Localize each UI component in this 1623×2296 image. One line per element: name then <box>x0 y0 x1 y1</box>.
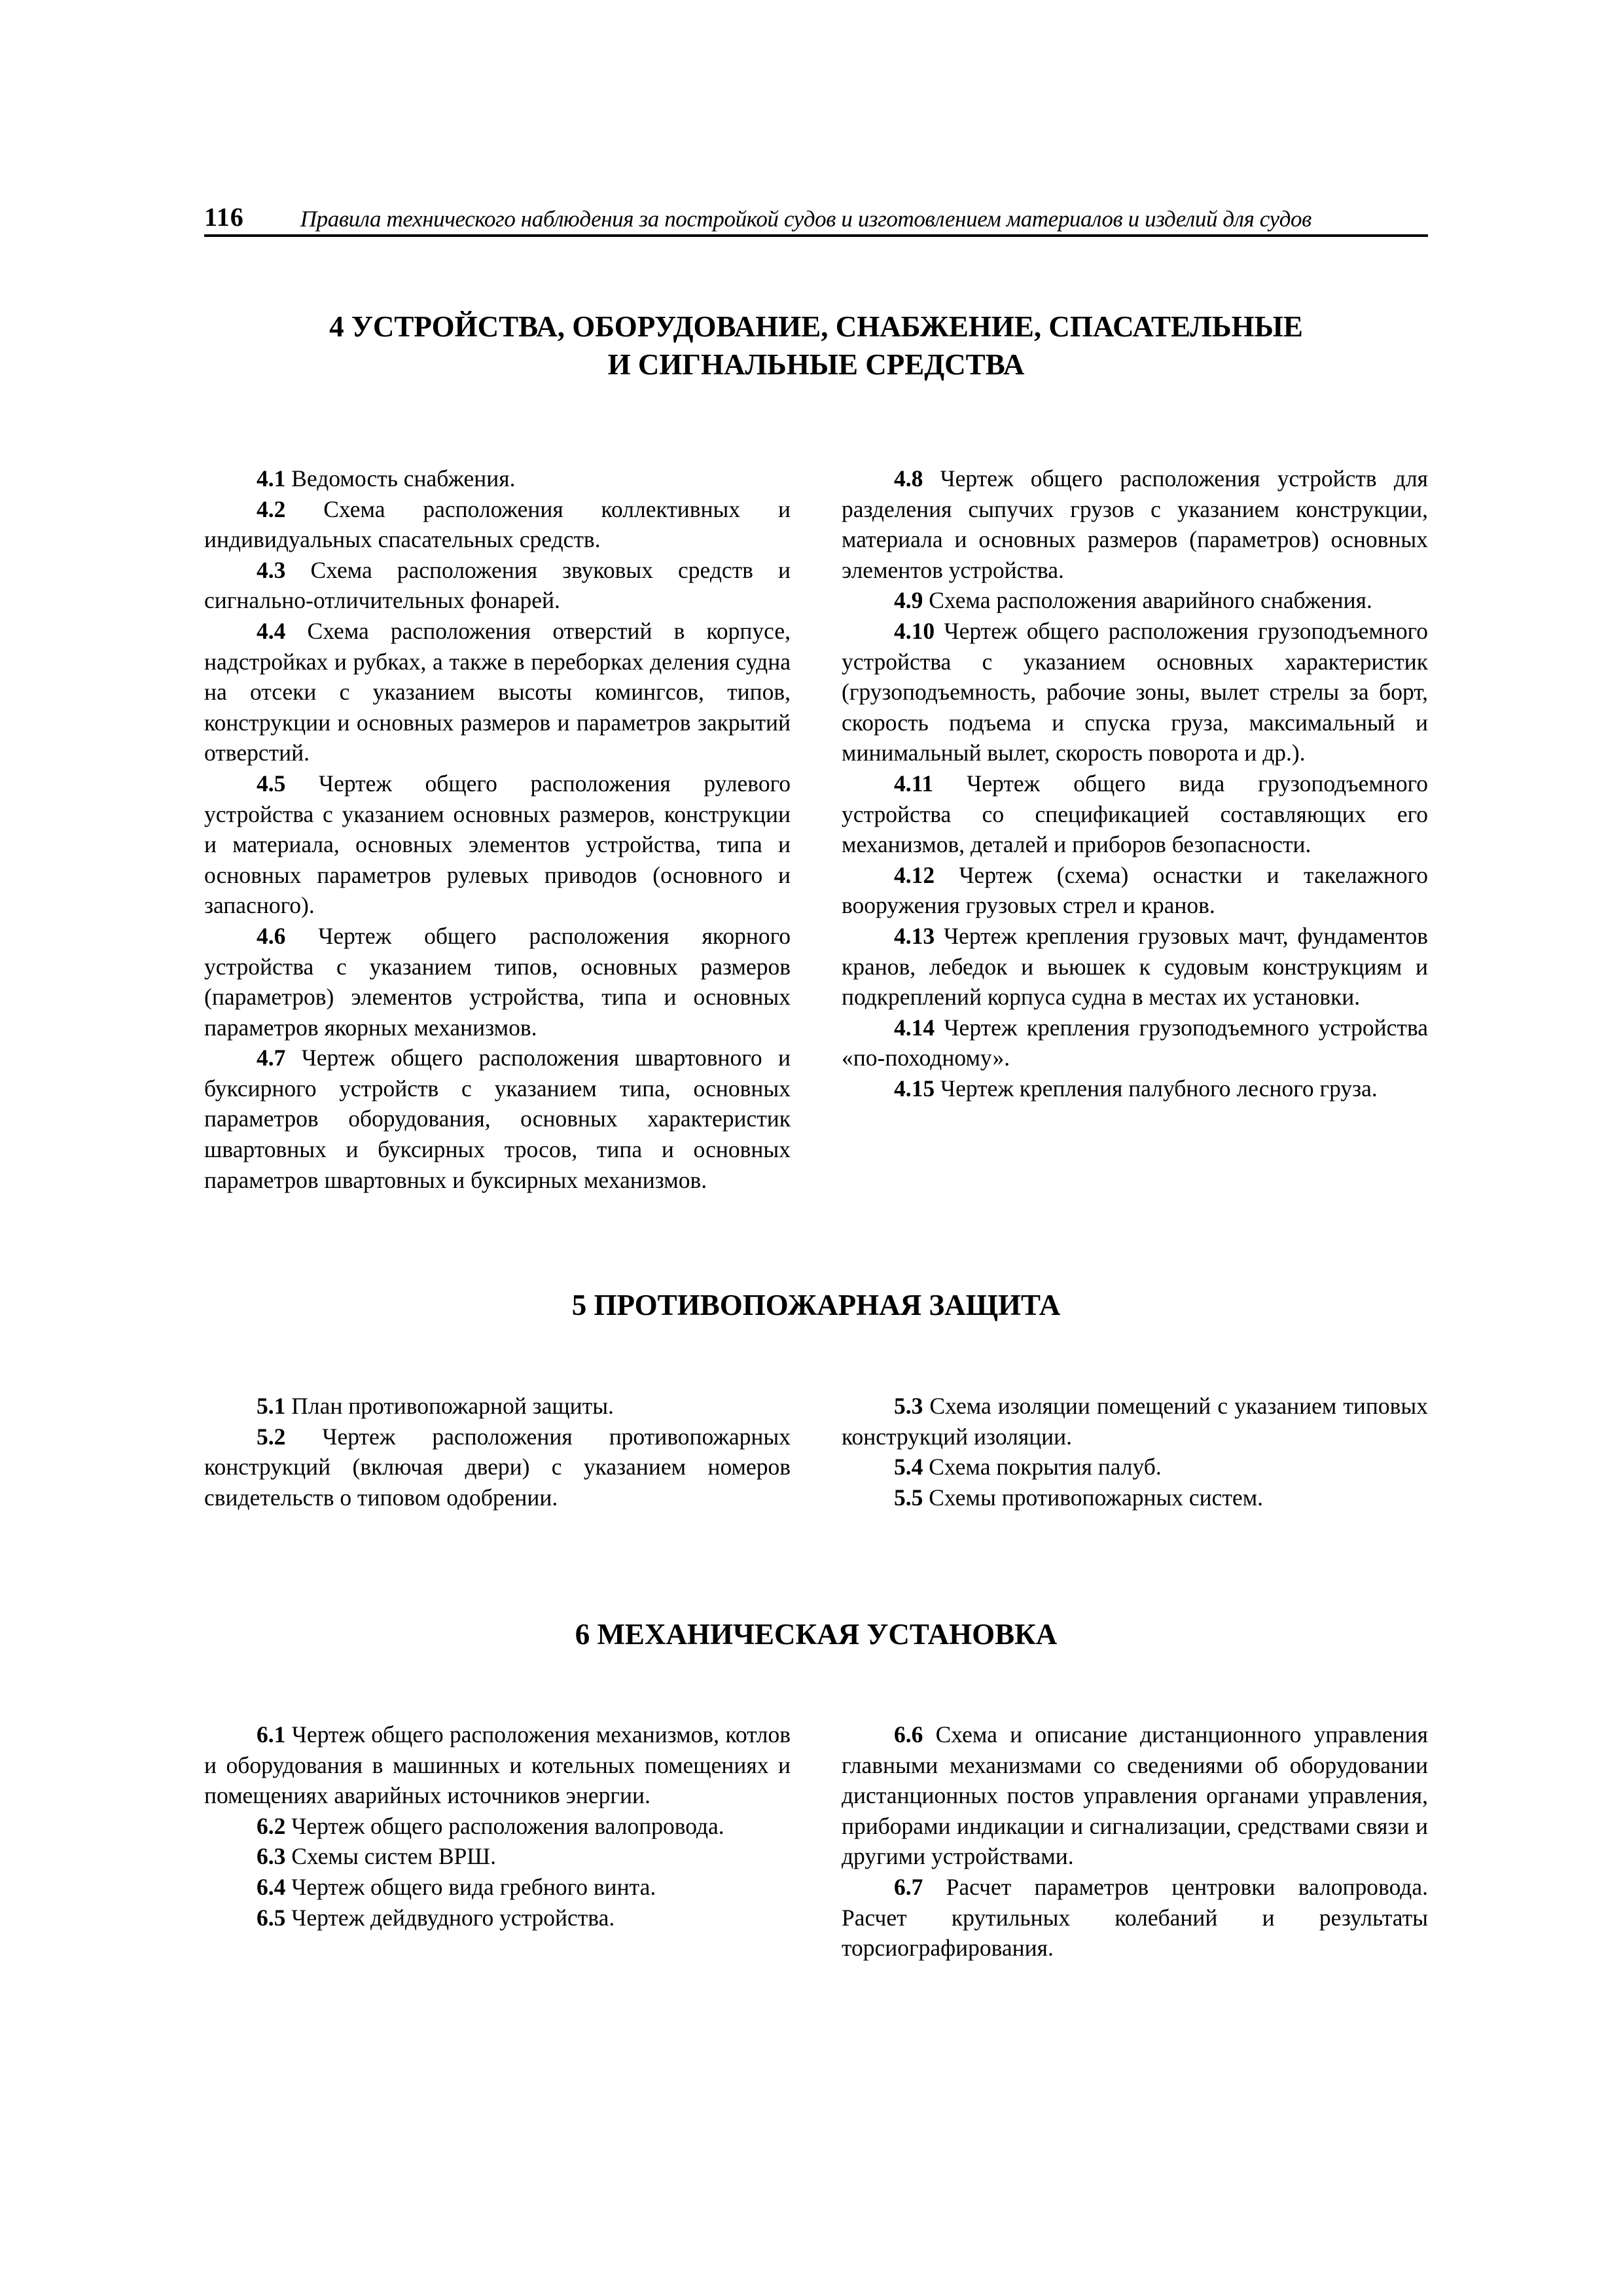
item-text: Чертеж крепления палубного лесного груза. <box>940 1075 1378 1102</box>
list-item <box>204 1841 791 1872</box>
item-number: 5.2 <box>257 1423 286 1450</box>
item-number: 6.1 <box>257 1721 286 1748</box>
item-number: 4.11 <box>894 770 934 797</box>
item-number: 4.6 <box>257 922 286 949</box>
item-text: Чертеж общего расположения швартовного и буксирного устройств с указанием типа, основных параметров оборудования, основных характеристик швартовных и буксирных тросов, типа и основных параметров швартовных и буксирных механизмов. <box>204 1045 791 1193</box>
item-text: Схемы систем ВРШ. <box>291 1843 496 1870</box>
item-text: Чертеж общего вида грузоподъемного устройства со спецификацией составляющих его механизмов, деталей и приборов безопасности. <box>842 770 1428 858</box>
list-item <box>842 1013 1428 1073</box>
list-item <box>204 921 791 1043</box>
item-number: 6.5 <box>257 1904 286 1931</box>
item-number: 4.13 <box>894 922 935 949</box>
section-title-line: И СИГНАЛЬНЫЕ СРЕДСТВА <box>607 348 1025 381</box>
item-number: 4.12 <box>894 861 935 888</box>
item-number: 5.4 <box>894 1454 923 1480</box>
item-number: 4.5 <box>257 770 286 797</box>
item-number: 5.1 <box>257 1393 286 1419</box>
section-4-title <box>204 308 1428 384</box>
item-text: Чертеж (схема) оснастки и такелажного вооружения грузовых стрел и кранов. <box>842 861 1428 919</box>
item-text: Схема расположения отверстий в корпусе, надстройках и рубках, а также в переборках деления судна на отсеки с указанием высоты комингсов, типов, конструкции и основных размеров и параметров закрытий отверстий. <box>204 617 791 766</box>
item-number: 4.3 <box>257 556 286 583</box>
item-text: Схема расположения аварийного снабжения. <box>929 587 1372 614</box>
left-column <box>204 1391 791 1513</box>
item-number: 4.10 <box>894 617 935 644</box>
left-column <box>204 463 791 1195</box>
list-item <box>842 463 1428 585</box>
item-text: Чертеж общего расположения валопровода. <box>291 1812 724 1839</box>
item-number: 4.8 <box>894 465 923 492</box>
item-text: Схемы противопожарных систем. <box>929 1484 1264 1511</box>
item-number: 4.9 <box>894 587 923 614</box>
item-text: Схема расположения звуковых средств и сигнально-отличительных фонарей. <box>204 556 791 614</box>
item-number: 4.7 <box>257 1045 286 1071</box>
item-text: Чертеж общего вида гребного винта. <box>291 1873 656 1900</box>
list-item <box>204 1811 791 1842</box>
section-title-line: 4 УСТРОЙСТВА, ОБОРУДОВАНИЕ, СНАБЖЕНИЕ, СПАСАТЕЛЬНЫЕ <box>329 310 1303 343</box>
list-item <box>204 555 791 616</box>
item-text: Ведомость снабжения. <box>291 465 516 492</box>
page-number: 116 <box>204 202 244 232</box>
item-number: 4.15 <box>894 1075 935 1102</box>
section-5-body <box>204 1391 1428 1513</box>
list-item <box>204 768 791 921</box>
item-number: 6.2 <box>257 1812 286 1839</box>
item-number: 6.4 <box>257 1873 286 1900</box>
item-number: 4.14 <box>894 1014 935 1041</box>
item-text: Чертеж расположения противопожарных конструкций (включая двери) с указанием номеров свидетельств о типовом одобрении. <box>204 1423 791 1511</box>
list-item <box>842 1073 1428 1104</box>
section-6-title <box>204 1615 1428 1653</box>
right-column <box>842 1391 1428 1513</box>
list-item <box>204 463 791 494</box>
list-item <box>842 616 1428 768</box>
list-item <box>842 921 1428 1013</box>
list-item <box>204 1719 791 1811</box>
list-item <box>204 1391 791 1422</box>
running-header-title: Правила технического наблюдения за постройкой судов и изготовлением материалов и изделий для судов <box>300 206 1311 232</box>
left-column <box>204 1719 791 1964</box>
item-number: 4.4 <box>257 617 286 644</box>
section-4-body <box>204 463 1428 1195</box>
item-text: Чертеж крепления грузоподъемного устройства «по-походному». <box>842 1014 1428 1071</box>
item-number: 6.6 <box>894 1721 923 1748</box>
item-number: 4.2 <box>257 495 286 522</box>
list-item <box>204 1043 791 1195</box>
item-text: Чертеж общего расположения рулевого устройства с указанием основных размеров, конструкции и материала, основных элементов устройства, типа и основных параметров рулевых приводов (основного и запасного). <box>204 770 791 919</box>
list-item <box>204 1903 791 1933</box>
item-number: 5.5 <box>894 1484 923 1511</box>
right-column <box>842 1719 1428 1964</box>
list-item <box>842 1719 1428 1872</box>
list-item <box>842 860 1428 921</box>
item-number: 4.1 <box>257 465 286 492</box>
item-text: Схема и описание дистанционного управления главными механизмами со сведениями об оборудовании дистанционных постов управления органами управления, приборами индикации и сигнализации, средствами связи и другими устройствами. <box>842 1721 1429 1870</box>
list-item <box>842 1872 1428 1964</box>
section-title-line: 5 ПРОТИВОПОЖАРНАЯ ЗАЩИТА <box>571 1289 1061 1321</box>
list-item <box>842 1452 1428 1482</box>
section-6-body <box>204 1719 1428 1964</box>
item-number: 6.3 <box>257 1843 286 1870</box>
list-item <box>842 1391 1428 1452</box>
section-5-title <box>204 1286 1428 1324</box>
item-text: Чертеж дейдвудного устройства. <box>291 1904 615 1931</box>
running-header <box>204 196 1428 237</box>
item-text: Чертеж общего расположения механизмов, котлов и оборудования в машинных и котельных помещениях и помещениях аварийных источников энергии. <box>204 1721 791 1809</box>
item-text: Чертеж общего расположения грузоподъемного устройства с указанием основных характеристик (грузоподъемность, рабочие зоны, вылет стрелы за борт, скорость подъема и спуска груза, максимальный и минимальный вылет, скорость поворота и др.). <box>842 617 1429 766</box>
list-item <box>204 1422 791 1513</box>
list-item <box>204 494 791 555</box>
list-item <box>204 1872 791 1903</box>
item-text: Схема изоляции помещений с указанием типовых конструкций изоляции. <box>842 1393 1429 1450</box>
item-text: План противопожарной защиты. <box>291 1393 614 1419</box>
list-item <box>204 616 791 768</box>
item-text: Чертеж крепления грузовых мачт, фундаментов кранов, лебедок и вьюшек к судовым конструкциям и подкреплений корпуса судна в местах их установки. <box>842 922 1428 1011</box>
item-text: Чертеж общего расположения устройств для разделения сыпучих грузов с указанием конструкции, материала и основных размеров (параметров) основных элементов устройства. <box>842 465 1428 583</box>
item-text: Схема расположения коллективных и индивидуальных спасательных средств. <box>204 495 791 553</box>
item-number: 6.7 <box>894 1873 923 1900</box>
list-item <box>842 585 1428 616</box>
item-text: Чертеж общего расположения якорного устройства с указанием типов, основных размеров (параметров) элементов устройства, типа и основных параметров якорных механизмов. <box>204 922 791 1041</box>
item-text: Расчет параметров центровки валопровода. Расчет крутильных колебаний и результаты торсиографирования. <box>842 1873 1428 1962</box>
list-item <box>842 768 1428 860</box>
item-number: 5.3 <box>894 1393 923 1419</box>
item-text: Схема покрытия палуб. <box>929 1454 1162 1480</box>
section-title-line: 6 МЕХАНИЧЕСКАЯ УСТАНОВКА <box>575 1618 1058 1651</box>
list-item <box>842 1482 1428 1513</box>
right-column <box>842 463 1428 1195</box>
